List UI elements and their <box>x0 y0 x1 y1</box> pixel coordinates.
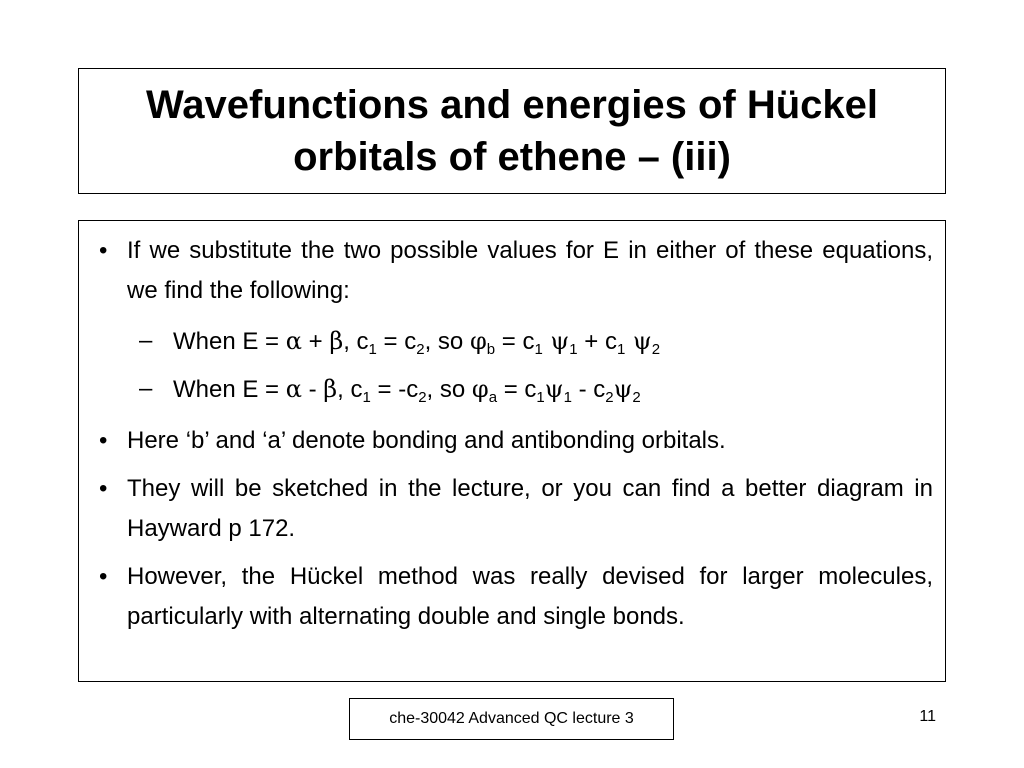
slide-title: Wavefunctions and energies of Hückel orbitals of ethene – (iii) <box>145 83 878 179</box>
subscript: 2 <box>605 389 614 406</box>
eq-text: + c <box>577 328 617 355</box>
psi-symbol: ψ <box>613 375 633 403</box>
psi-symbol: ψ <box>544 375 564 403</box>
eq-text: = c <box>495 328 535 355</box>
bullet-text: If we substitute the two possible values for E in either of these equations, we find the following: <box>127 237 933 304</box>
subscript: 1 <box>569 341 578 358</box>
sub-list <box>127 317 933 413</box>
subscript: a <box>488 389 498 406</box>
eq-when: When E = <box>173 328 286 355</box>
psi-symbol: ψ <box>542 327 570 355</box>
bullet-marker: • <box>99 427 108 454</box>
psi-symbol: ψ <box>625 327 652 355</box>
eq-text: = c <box>497 376 537 403</box>
eq-when: When E = <box>173 376 286 403</box>
eq-op: + <box>301 328 330 355</box>
subscript: 1 <box>616 341 626 358</box>
subscript: 1 <box>536 389 545 406</box>
footer-course-box <box>349 698 674 740</box>
eq-text: - c <box>571 376 606 403</box>
bullet-item <box>89 421 933 461</box>
beta-symbol: β <box>323 375 338 403</box>
beta-symbol: β <box>329 327 344 355</box>
alpha-symbol: α <box>285 375 302 403</box>
bullet-item <box>89 557 933 637</box>
eq-text: = -c <box>370 376 419 403</box>
bullet-text: Here ‘b’ and ‘a’ denote bonding and antibonding orbitals. <box>127 427 726 454</box>
sub-marker: – <box>139 327 153 354</box>
content-box <box>78 220 946 682</box>
bullet-marker: • <box>99 237 108 264</box>
sub-marker: – <box>139 375 153 402</box>
bullet-text: However, the Hückel method was really devised for larger molecules, particularly with alternating double and single bonds. <box>127 563 933 630</box>
bullet-list <box>89 231 933 637</box>
bullet-text: They will be sketched in the lecture, or you can find a better diagram in Hayward p 172. <box>127 475 933 542</box>
subscript: 1 <box>563 389 572 406</box>
subscript: 1 <box>362 389 371 406</box>
eq-text: , so <box>424 328 470 355</box>
phi-symbol: φ <box>471 375 489 403</box>
subscript: 2 <box>651 341 661 358</box>
eq-text: , c <box>343 328 369 355</box>
subscript: 2 <box>632 389 641 406</box>
bullet-item <box>89 231 933 413</box>
phi-symbol: φ <box>469 327 487 355</box>
subscript: 1 <box>368 341 377 358</box>
subscript: 1 <box>534 341 543 358</box>
equation-antibonding <box>127 365 933 413</box>
eq-text: , so <box>426 376 472 403</box>
bullet-marker: • <box>99 563 108 590</box>
eq-text: , c <box>337 376 363 403</box>
bullet-item <box>89 469 933 549</box>
equation-bonding <box>127 317 933 365</box>
alpha-symbol: α <box>285 327 302 355</box>
eq-op: - <box>301 376 324 403</box>
eq-text: = c <box>376 328 417 355</box>
footer-course-label: che-30042 Advanced QC lecture 3 <box>389 710 634 727</box>
page-number: 11 <box>919 708 936 725</box>
subscript: b <box>486 341 496 358</box>
bullet-marker: • <box>99 475 108 502</box>
title-box <box>78 68 946 194</box>
subscript: 2 <box>418 389 427 406</box>
subscript: 2 <box>416 341 425 358</box>
